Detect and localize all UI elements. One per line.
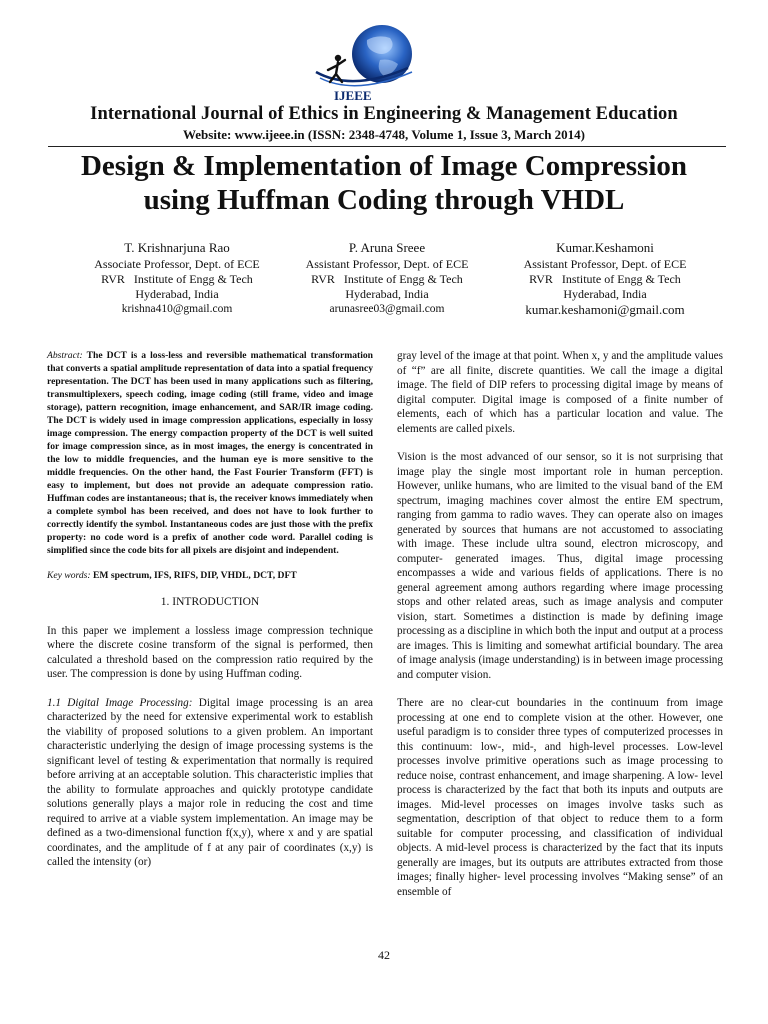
paper-title	[20, 149, 748, 217]
abstract-label: Abstract:	[47, 350, 83, 361]
intro-paragraph: In this paper we implement a lossless image compression technique where the discrete cosine transform of the signal is performed, then calculated a threshold based on the compression ratio required by the user. The compression is done by using Huffman coding.	[47, 624, 373, 680]
keywords	[47, 569, 373, 582]
author-location: Hyderabad, India	[345, 287, 429, 301]
author-block-3	[490, 239, 720, 317]
author-institute: RVR Institute of Engg & Tech	[101, 272, 253, 286]
author-block-2	[272, 239, 502, 317]
abstract-text: The DCT is a loss-less and reversible mathematical transformation that converts a spatial amplitude representation of data into a spatial frequency representation. The DCT has been used in many applications such as filtering, transmultiplexers, speech coding, image coding (still frame, video and image storage), pattern recognition, image enhancement, and SAR/IR image coding. The DCT is widely used in image compression applications, especially in lossy image compression. The energy compaction property of the DCT is well suited for image compression since, as in most images, the energy is concentrated in the low to middle frequencies, and the human eye is more sensitive to the middle frequencies. On the other hand, the Fast Fourier Transform (FFT) is easy to implement, but does not provide an adequate compression ratio. Huffman codes are instantaneous; that is, the receiver knows immediately when a complete symbol has been received, and does not have to look further to correctly identify the symbol. Instantaneous codes are just those with the prefix property: no code word is a prefix of another code word. Parallel coding is simplified since the code bits for all pixels are disjoint and independent.	[47, 350, 373, 556]
author-position: Associate Professor, Dept. of ECE	[94, 257, 260, 271]
author-position: Assistant Professor, Dept. of ECE	[305, 257, 469, 271]
section-heading-introduction: 1. INTRODUCTION	[160, 596, 260, 608]
author-name: Kumar.Keshamoni	[556, 240, 654, 255]
title-line-2: using Huffman Coding through VHDL	[143, 184, 625, 216]
author-name: T. Krishnarjuna Rao	[124, 240, 230, 255]
author-location: Hyderabad, India	[563, 287, 647, 301]
right-column	[397, 349, 723, 899]
left-column	[47, 349, 373, 870]
dip-text: Digital image processing is an area characterized by the need for extensive experimental work to establish the viability of proposed solutions to a given problem. An important characteristic underlying the design of image processing systems is the significant level of testing & experimentation that normally is required before arriving at an acceptable solution. This characteristic implies that the ability to formulate approaches and quickly prototype candidate solutions generally plays a major role in reducing the cost and time required to arrive at a viable system implementation. An image may be defined as a two-dimensional function f(x,y), where x and y are spatial coordinates, and the amplitude of f at any pair of coordinates (x,y) is called the intensity (or)	[47, 696, 373, 868]
dip-paragraph	[47, 696, 373, 870]
keywords-text: EM spectrum, IFS, RIFS, DIP, VHDL, DCT, DFT	[90, 570, 297, 581]
author-location: Hyderabad, India	[135, 287, 219, 301]
page-number: 42	[378, 948, 390, 962]
right-paragraph-3: There are no clear-cut boundaries in the continuum from image processing at one end to complete vision at the other. However, one useful paradigm is to consider three types of computerized processes in this continuum: low-, mid-, and high-level processes. Low-level processes involve primitive operations such as image processing to reduce noise, contrast enhancement, and image sharpening. A low- level process is characterized by the fact that both its inputs and outputs are images. Mid-level processes on images involve tasks such as segmentation, description of that object to reduce them to a form suitable for computer processing, and classification of individual objects. A mid-level process is characterized by the fact that its inputs generally are images, but its outputs are attributes extracted from those images; finally higher- level processing involves “Making sense” of an ensemble of	[397, 697, 723, 898]
logo-text: IJEEE	[334, 88, 372, 103]
author-institute: RVR Institute of Engg & Tech	[529, 272, 681, 286]
right-paragraph-1: gray level of the image at that point. When x, y and the amplitude values of “f” are all finite, discrete quantities. We call the image a digital image. The field of DIP refers to processing digital image by means of digital computer. Digital image is composed of a finite number of elements, each of which has a particular location and value. The elements are called pixels.	[397, 350, 723, 435]
globe-logo-icon	[312, 22, 430, 104]
journal-logo	[312, 22, 430, 104]
abstract	[47, 349, 373, 557]
subsection-label: 1.1 Digital Image Processing:	[47, 696, 193, 709]
author-email: krishna410@gmail.com	[121, 303, 233, 315]
author-name: P. Aruna Sreee	[348, 240, 426, 255]
keywords-label: Key words:	[47, 570, 91, 581]
journal-website-line: Website: www.ijeee.in (ISSN: 2348-4748, Volume 1, Issue 3, March 2014)	[182, 127, 586, 142]
author-email: kumar.keshamoni@gmail.com	[525, 302, 685, 317]
title-line-1: Design & Implementation of Image Compression	[80, 150, 688, 182]
author-institute: RVR Institute of Engg & Tech	[311, 272, 463, 286]
header-divider	[48, 146, 726, 147]
journal-name: International Journal of Ethics in Engineering & Management Education	[90, 104, 678, 124]
author-block-1	[62, 239, 292, 317]
right-paragraph-2: Vision is the most advanced of our sensor, so it is not surprising that image play the single most important role in human perception. However, unlike humans, who are limited to the visual band of the EM spectrum, imaging machines cover almost the entire EM spectrum, ranging from gamma to radio waves. They can operate also on images generated by sources that humans are not accustomed to associating with image. These include ultra sound, electron microscopy, and computer- generated images. Thus, digital image processing encompasses a wide and various fields of applications. There is no general agreement among authors regarding where image processing stops and other related areas, such as image analysis and computer vision, start. Sometimes a distinction is made by defining image processing as a discipline in which both the input and output at a process are images. This is limiting and somewhat artificial boundary. The area of image analysis (image understanding) is in between image processing and computer vision.	[397, 451, 723, 681]
author-position: Assistant Professor, Dept. of ECE	[523, 257, 687, 271]
author-email: arunasree03@gmail.com	[329, 303, 445, 315]
